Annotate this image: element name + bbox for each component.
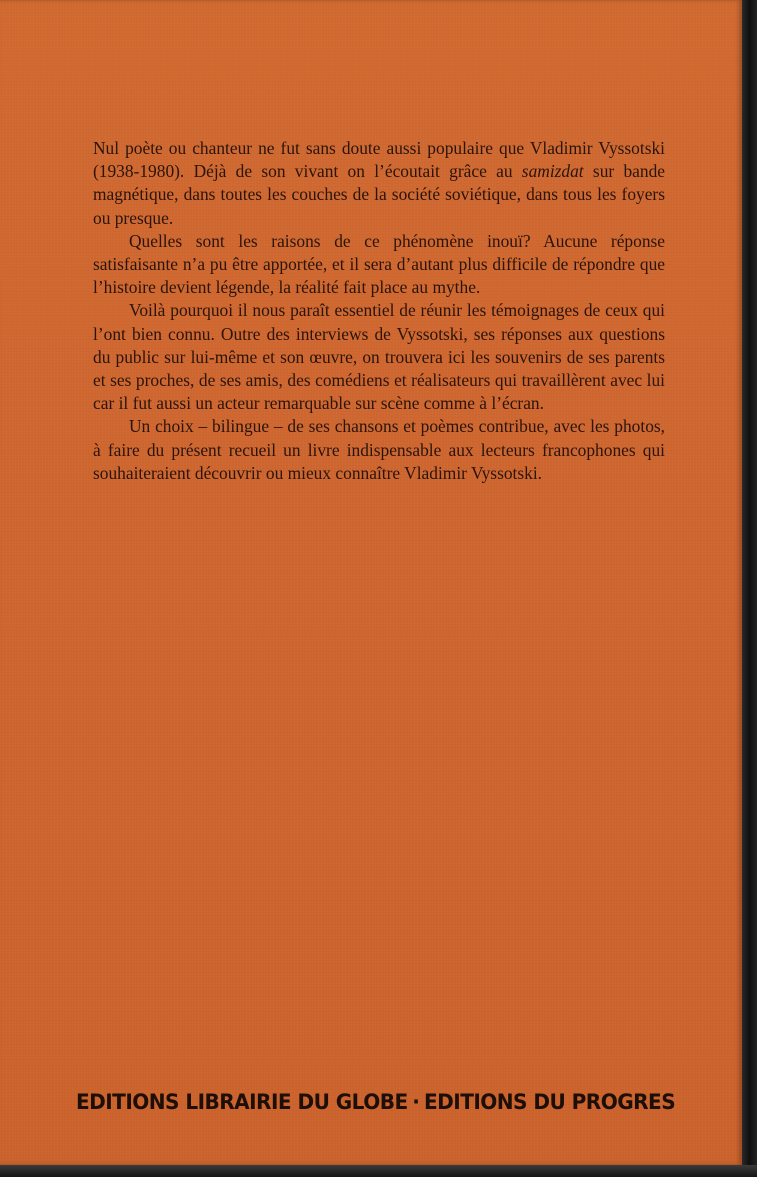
- book-spine-edge: [742, 0, 757, 1177]
- publisher-name-left: EDITIONS LIBRAIRIE DU GLOBE: [76, 1090, 408, 1115]
- publisher-separator: ·: [412, 1090, 420, 1115]
- blurb-paragraph-1-text-b: sur bande magnétique, dans toutes les couches de la société soviétique, dans tous les foyers ou presque.: [93, 161, 665, 228]
- blurb-paragraph-1-text-a: Nul poète ou chanteur ne fut sans doute aussi populaire que Vladimir Vyssotski (1938-1980). Déjà de son vivant on l’écoutait grâce au: [93, 138, 665, 182]
- blurb-paragraph-2: Quelles sont les raisons de ce phénomène inouï? Aucune réponse satisfaisante n’a pu être apportée, et il sera d’autant plus difficile de répondre que l’histoire devient légende, la réalité fait place au mythe.: [93, 230, 665, 298]
- book-bottom-edge: [0, 1165, 757, 1177]
- publisher-imprint: [76, 1090, 676, 1115]
- blurb-samizdat-italic: samizdat: [521, 161, 584, 182]
- blurb-paragraph-1: [93, 137, 665, 230]
- publisher-name-right: EDITIONS DU PROGRES: [424, 1090, 676, 1115]
- blurb-paragraph-4: Un choix – bilingue – de ses chansons et poèmes contribue, avec les photos, à faire du présent recueil un livre indispensable aux lecteurs francophones qui souhaiteraient découvrir ou mieux connaître Vladimir Vyssotski.: [93, 416, 665, 483]
- blurb-paragraph-3: Voilà pourquoi il nous paraît essentiel de réunir les témoignages de ceux qui l’ont bien connu. Outre des interviews de Vyssotski, ses réponses aux questions du public sur lui-même et son œuvre, on trouvera ici les souvenirs de ses parents et ses proches, de ses amis, des comédiens et réalisateurs qui travaillèrent avec lui car il fut aussi un acteur remarquable sur scène comme à l’écran.: [93, 300, 665, 414]
- cover-blurb: [93, 137, 665, 485]
